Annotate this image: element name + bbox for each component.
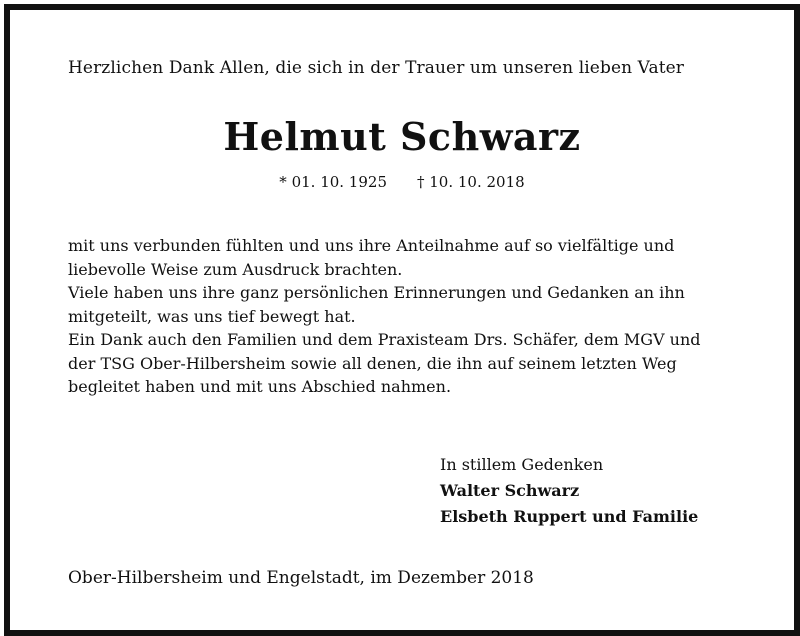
- signoff-greeting: In stillem Gedenken: [440, 455, 604, 474]
- signoff-name-2: Elsbeth Ruppert und Familie: [440, 507, 699, 526]
- birth-date: * 01. 10. 1925: [279, 173, 387, 191]
- death-date: † 10. 10. 2018: [417, 173, 525, 191]
- body-line: liebevolle Weise zum Ausdruck brachten.: [68, 259, 403, 279]
- body-line: Ein Dank auch den Familien und dem Praxisteam Drs. Schäfer, dem MGV und: [68, 330, 701, 349]
- deceased-name: Helmut Schwarz: [223, 114, 581, 159]
- signoff-block: [440, 452, 698, 530]
- body-line: mitgeteilt, was uns tief bewegt hat.: [68, 306, 356, 326]
- body-line: Viele haben uns ihre ganz persönlichen Erinnerungen und Gedanken an ihn: [68, 283, 685, 302]
- life-dates: [10, 173, 794, 191]
- thanks-paragraph: [68, 234, 748, 399]
- body-line: der TSG Ober-Hilbersheim sowie all denen, die ihn auf seinem letzten Weg: [68, 353, 677, 373]
- place-date: Ober-Hilbersheim und Engelstadt, im Dezember 2018: [68, 568, 534, 588]
- signoff-name-1: Walter Schwarz: [440, 481, 580, 500]
- body-line: begleitet haben und mit uns Abschied nahmen.: [68, 377, 452, 396]
- body-line: mit uns verbunden fühlten und uns ihre Anteilnahme auf so vielfältige und: [68, 236, 675, 255]
- intro-text: Herzlichen Dank Allen, die sich in der Trauer um unseren lieben Vater: [68, 58, 685, 78]
- notice-frame: [4, 4, 800, 636]
